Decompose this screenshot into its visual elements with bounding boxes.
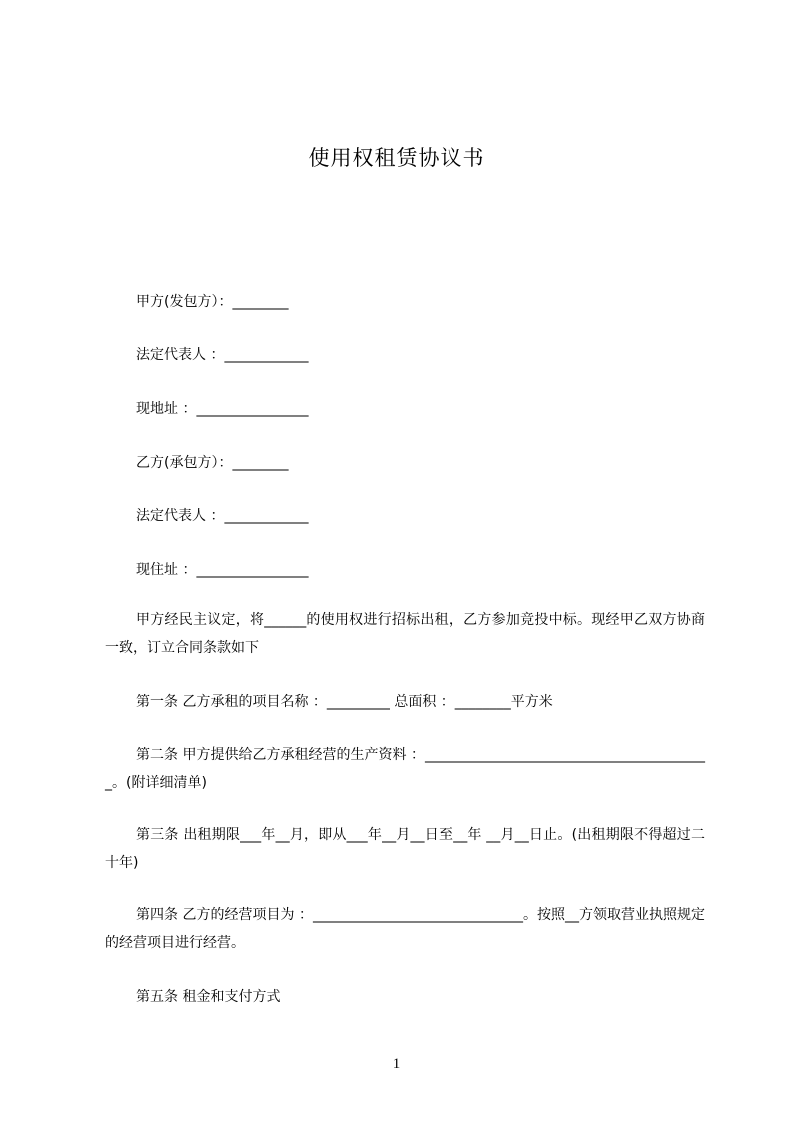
- party-b-address-line: 现住址 ：________________: [136, 562, 309, 578]
- party-a-representative-line: 法定代表人 ：____________: [136, 347, 309, 363]
- page-number: 1: [392, 1056, 401, 1072]
- article-5: 第五条 租金和支付方式: [136, 989, 281, 1005]
- document-title: 使用权租赁协议书: [308, 146, 485, 170]
- intro-paragraph: 甲方经民主议定，将______的使用权进行招标出租，乙方参加竞投中标。现经甲乙双方协商一致，订立合同条款如下: [105, 612, 705, 656]
- article-2: 第二条 甲方提供给乙方承租经营的生产资料 ：_________________________________________。(附详细清单): [105, 747, 705, 791]
- party-a-address-line: 现地址 ：________________: [136, 401, 309, 417]
- party-a-line: 甲方(发包方）：________: [136, 294, 289, 310]
- party-b-representative-line: 法定代表人 ：____________: [136, 508, 309, 524]
- article-4: 第四条 乙方的经营项目为 ：______________________________。按照__方领取营业执照规定的经营项目进行经营。: [105, 907, 705, 951]
- article-3: 第三条 出租期限___年__月，即从___年__月__日至__年 __月__日止。(出租期限不得超过二十年): [105, 827, 705, 871]
- article-1: 第一条 乙方承租的项目名称 ：_________ 总面积 ：________平方米: [136, 694, 553, 710]
- party-b-line: 乙方(承包方）：________: [136, 455, 289, 471]
